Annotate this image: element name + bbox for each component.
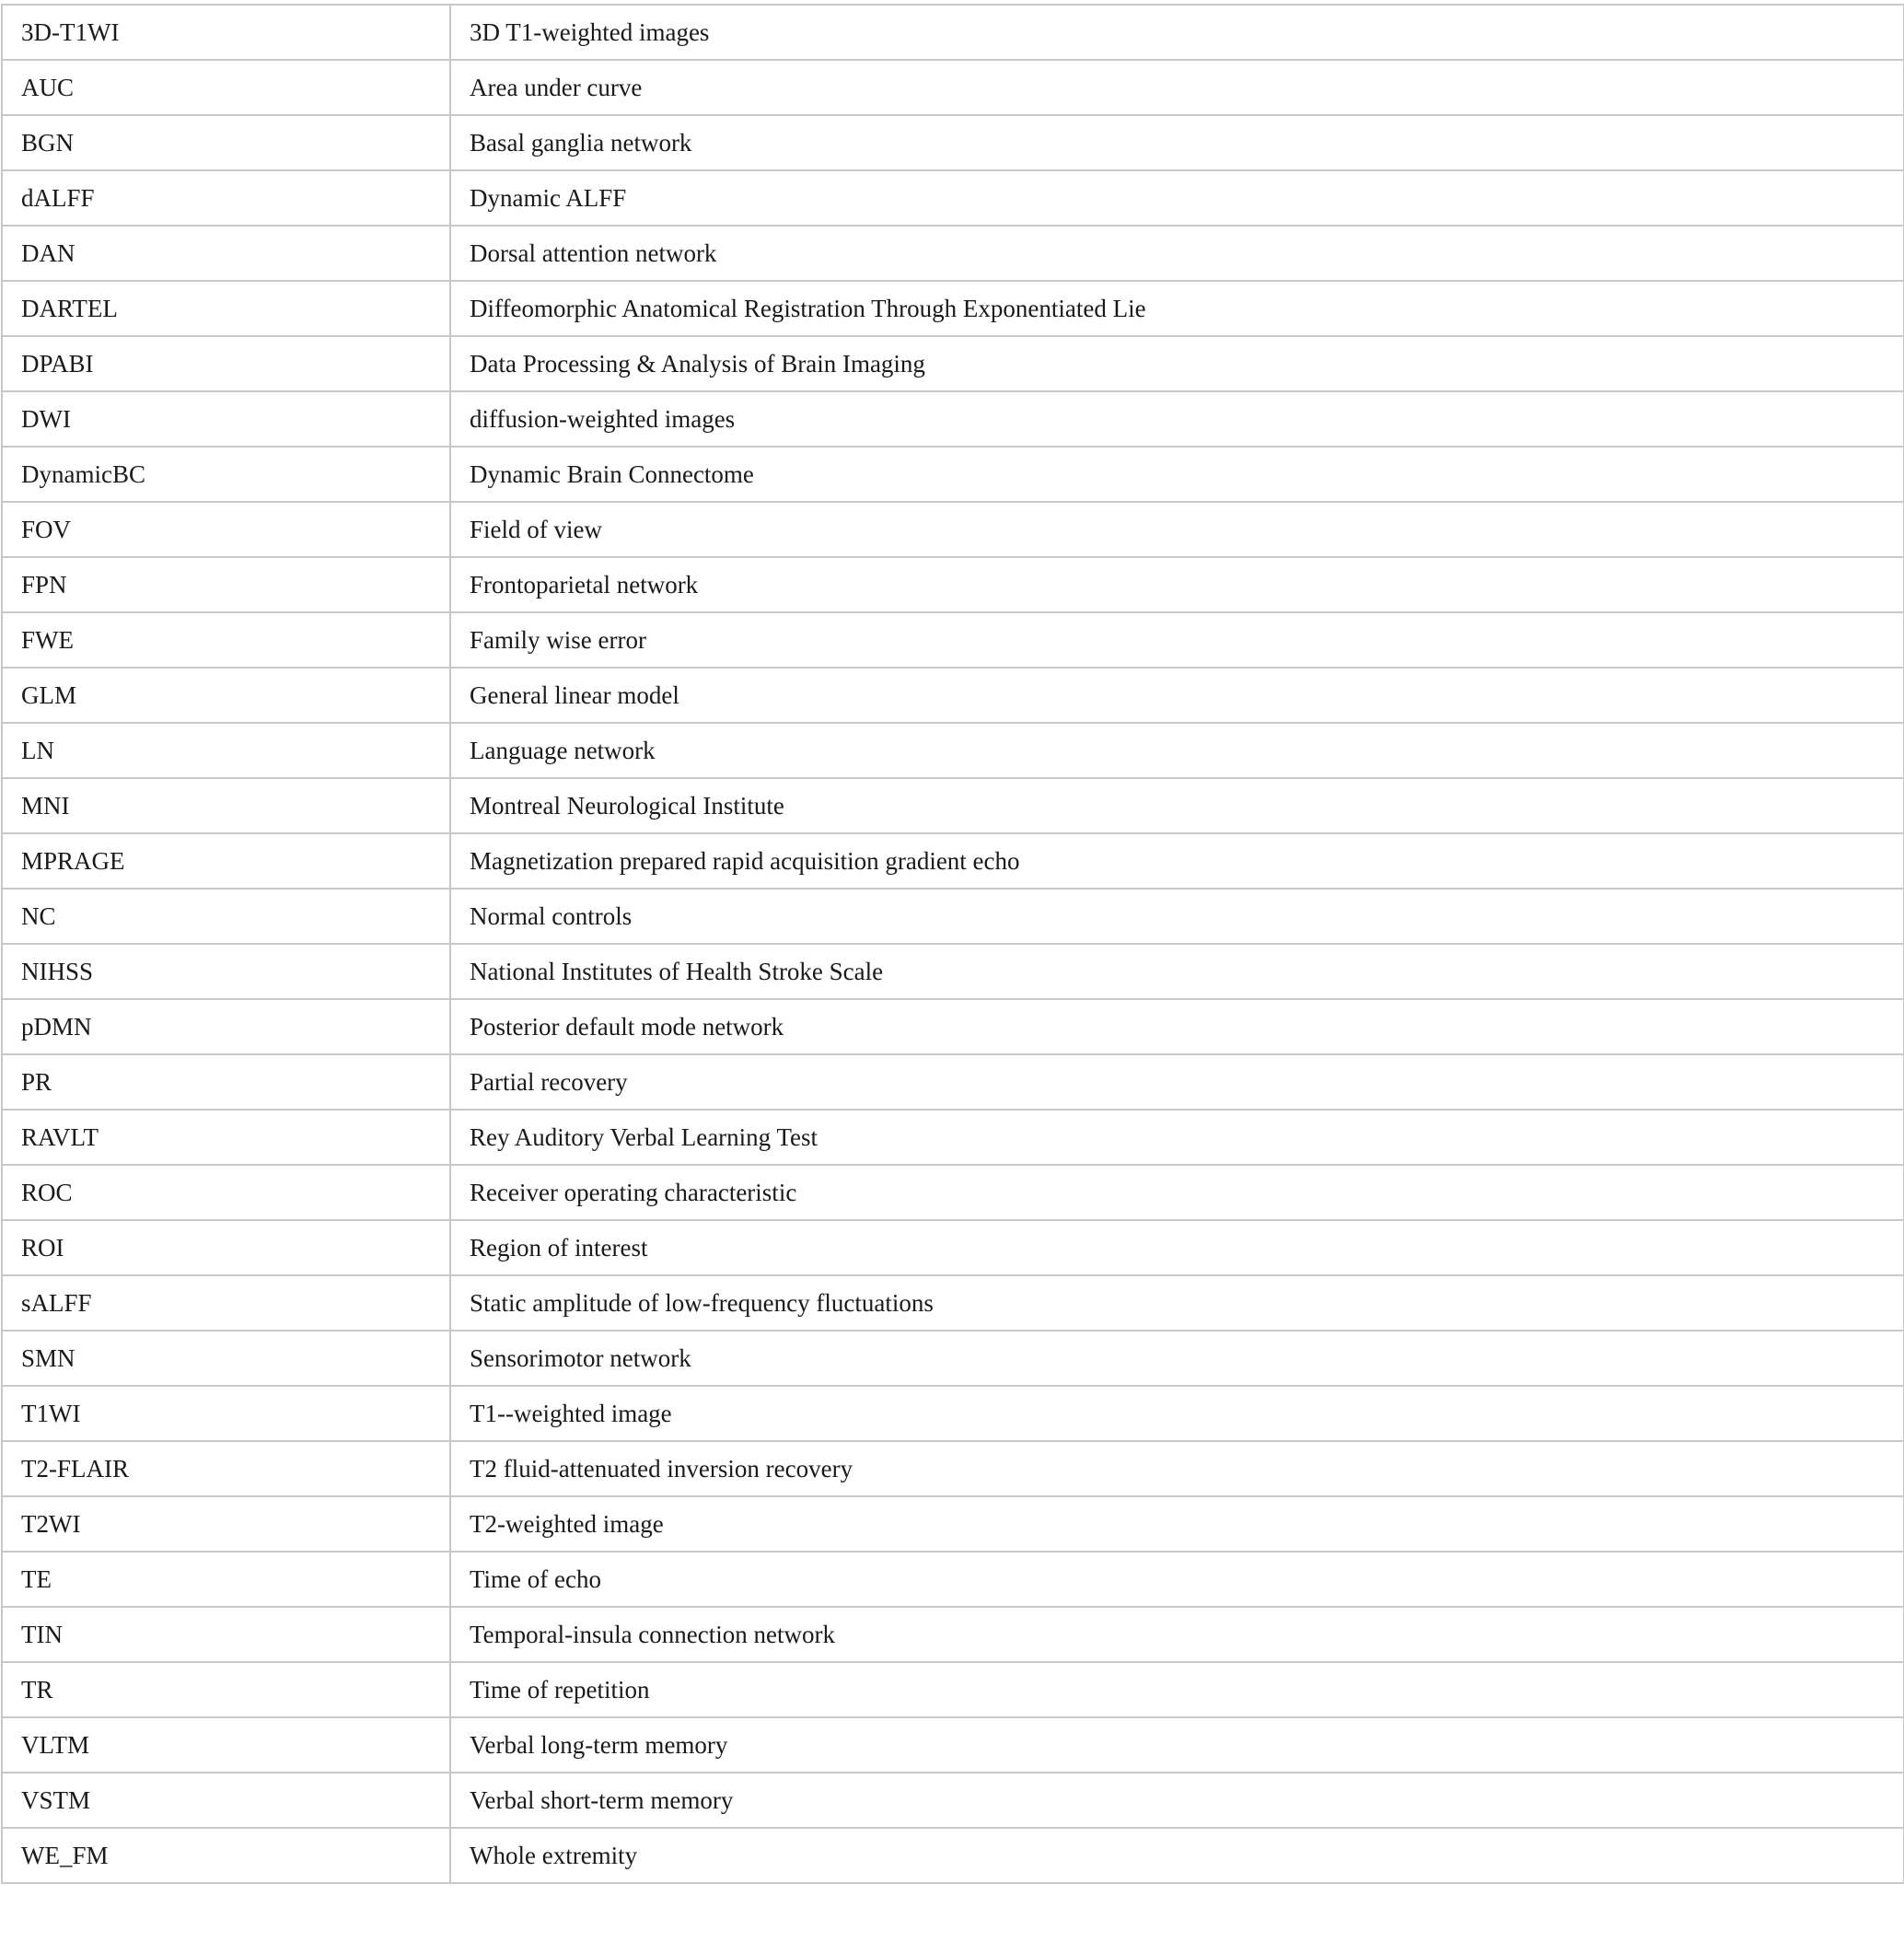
table-row [2,1331,1904,1386]
table-row [2,447,1904,502]
table-row [2,833,1904,889]
abbreviation-cell: T2WI [2,1496,450,1552]
definition-cell: diffusion-weighted images [450,391,1904,447]
abbreviation-cell: BGN [2,115,450,170]
abbreviation-cell: TIN [2,1607,450,1662]
abbreviation-cell: AUC [2,60,450,115]
definition-cell: General linear model [450,668,1904,723]
definition-cell: Region of interest [450,1220,1904,1275]
table-row [2,226,1904,281]
abbreviation-cell: T2-FLAIR [2,1441,450,1496]
definition-cell: Whole extremity [450,1828,1904,1883]
abbreviation-cell: VLTM [2,1717,450,1773]
abbreviation-cell: dALFF [2,170,450,226]
table-row [2,391,1904,447]
definition-cell: Posterior default mode network [450,999,1904,1054]
definition-cell: Montreal Neurological Institute [450,778,1904,833]
table-row [2,1110,1904,1165]
abbreviation-cell: TE [2,1552,450,1607]
abbreviation-cell: ROI [2,1220,450,1275]
abbreviation-cell: 3D-T1WI [2,5,450,60]
definition-cell: Dynamic ALFF [450,170,1904,226]
abbreviation-cell: WE_FM [2,1828,450,1883]
abbreviations-table-body [2,5,1904,1883]
abbreviation-cell: LN [2,723,450,778]
definition-cell: Family wise error [450,612,1904,668]
table-row [2,557,1904,612]
definition-cell: T2 fluid-attenuated inversion recovery [450,1441,1904,1496]
abbreviation-cell: VSTM [2,1773,450,1828]
abbreviation-cell: MNI [2,778,450,833]
table-row [2,1552,1904,1607]
abbreviation-cell: DPABI [2,336,450,391]
definition-cell: Magnetization prepared rapid acquisition gradient echo [450,833,1904,889]
abbreviation-cell: T1WI [2,1386,450,1441]
table-row [2,1773,1904,1828]
definition-cell: T2-weighted image [450,1496,1904,1552]
definition-cell: Rey Auditory Verbal Learning Test [450,1110,1904,1165]
abbreviation-cell: DAN [2,226,450,281]
abbreviation-cell: SMN [2,1331,450,1386]
definition-cell: Verbal long-term memory [450,1717,1904,1773]
table-row [2,281,1904,336]
abbreviation-cell: DARTEL [2,281,450,336]
table-row [2,502,1904,557]
table-row [2,1607,1904,1662]
definition-cell: Area under curve [450,60,1904,115]
table-row [2,1165,1904,1220]
abbreviation-cell: DynamicBC [2,447,450,502]
table-row [2,1496,1904,1552]
definition-cell: Verbal short-term memory [450,1773,1904,1828]
table-row [2,1717,1904,1773]
definition-cell: Time of repetition [450,1662,1904,1717]
definition-cell: Receiver operating characteristic [450,1165,1904,1220]
table-row [2,170,1904,226]
abbreviation-cell: RAVLT [2,1110,450,1165]
definition-cell: Partial recovery [450,1054,1904,1110]
abbreviation-cell: pDMN [2,999,450,1054]
table-row [2,723,1904,778]
definition-cell: Dorsal attention network [450,226,1904,281]
definition-cell: Field of view [450,502,1904,557]
table-row [2,778,1904,833]
abbreviation-cell: GLM [2,668,450,723]
table-row [2,668,1904,723]
abbreviation-cell: TR [2,1662,450,1717]
definition-cell: Diffeomorphic Anatomical Registration Through Exponentiated Lie [450,281,1904,336]
abbreviations-table [1,4,1904,1884]
definition-cell: Time of echo [450,1552,1904,1607]
table-row [2,1828,1904,1883]
definition-cell: Temporal-insula connection network [450,1607,1904,1662]
definition-cell: T1--weighted image [450,1386,1904,1441]
abbreviation-cell: PR [2,1054,450,1110]
abbreviation-cell: NIHSS [2,944,450,999]
abbreviation-cell: DWI [2,391,450,447]
table-row [2,1220,1904,1275]
abbreviation-cell: FPN [2,557,450,612]
abbreviation-cell: ROC [2,1165,450,1220]
table-row [2,612,1904,668]
definition-cell: Frontoparietal network [450,557,1904,612]
table-row [2,999,1904,1054]
table-row [2,60,1904,115]
definition-cell: Dynamic Brain Connectome [450,447,1904,502]
table-row [2,5,1904,60]
table-row [2,1054,1904,1110]
definition-cell: Sensorimotor network [450,1331,1904,1386]
abbreviation-cell: NC [2,889,450,944]
definition-cell: Static amplitude of low-frequency fluctuations [450,1275,1904,1331]
table-row [2,1441,1904,1496]
abbreviation-cell: sALFF [2,1275,450,1331]
abbreviation-cell: FOV [2,502,450,557]
definition-cell: Data Processing & Analysis of Brain Imaging [450,336,1904,391]
abbreviation-cell: MPRAGE [2,833,450,889]
table-row [2,115,1904,170]
abbreviation-cell: FWE [2,612,450,668]
definition-cell: National Institutes of Health Stroke Scale [450,944,1904,999]
definition-cell: 3D T1-weighted images [450,5,1904,60]
table-row [2,1275,1904,1331]
definition-cell: Normal controls [450,889,1904,944]
table-row [2,1386,1904,1441]
definition-cell: Basal ganglia network [450,115,1904,170]
table-row [2,1662,1904,1717]
table-row [2,889,1904,944]
table-row [2,944,1904,999]
definition-cell: Language network [450,723,1904,778]
table-row [2,336,1904,391]
